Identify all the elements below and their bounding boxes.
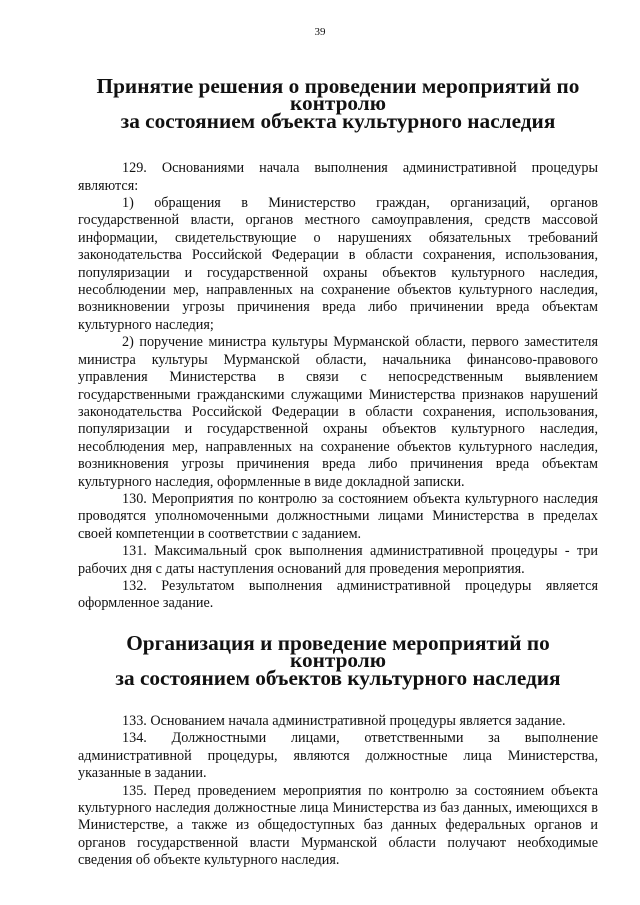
section-heading-line: Принятие решения о проведении мероприятий по контролю [96, 74, 580, 116]
paragraph-133: 133. Основанием начала административной процедуры является задание. [122, 713, 566, 729]
paragraph-129-item-2: 2) поручение министра культуры Мурманской области, первого заместителя министра культуры Мурманской области, начальника финансово-правового управления Министерства в связи с непосредственным выявлением государственными гражданскими служащими Министерства признаков нарушений законодательства Российской Федерации в области сохранения, использования, популяризации и государственной охраны объектов культурного наследия, несоблюдения мер, направленных на сохранение объектов культурного наследия, возникновения угрозы причинения вреда либо причинения вреда объектам культурного наследия, оформленные в виде докладной записки. [78, 334, 598, 490]
section-heading-line: за состоянием объекта культурного наследия [120, 108, 556, 133]
paragraph-131: 131. Максимальный срок выполнения административной процедуры - три рабочих дня с даты наступления оснований для проведения мероприятия. [78, 543, 598, 577]
paragraph-129: 129. Основаниями начала выполнения административной процедуры являются: [78, 160, 598, 194]
section-heading-organization [78, 630, 598, 690]
section-heading-line: Организация и проведение мероприятий по контролю [126, 630, 550, 673]
paragraph-135: 135. Перед проведением мероприятия по контролю за состоянием объекта культурного наследия должностные лица Министерства из баз данных, имеющихся в Министерстве, а также из общедоступных баз данных федеральных органов и органов государственной власти Мурманской области получают необходимые сведения об объекте культурного наследия. [78, 782, 598, 869]
document-body [78, 74, 598, 870]
paragraph-134: 134. Должностными лицами, ответственными за выполнение административной процедуры, являются должностные лица Министерства, указанные в задании. [78, 730, 598, 782]
section-heading-line: за состоянием объектов культурного наследия [115, 665, 561, 690]
page-number: 39 [314, 26, 326, 38]
section-heading-decision [78, 74, 598, 133]
paragraph-130: 130. Мероприятия по контролю за состоянием объекта культурного наследия проводятся уполномоченными должностными лицами Министерства в пределах своей компетенции в соответствии с заданием. [78, 490, 598, 542]
paragraph-132: 132. Результатом выполнения административной процедуры является оформленное задание. [78, 577, 598, 612]
paragraph-129-item-1: 1) обращения в Министерство граждан, организаций, органов государственной власти, органов местного самоуправления, средств массовой информации, свидетельствующие о нарушениях обязательных требований законодательства Российской Федерации в области сохранения, использования, популяризации и государственной охраны объектов культурного наследия, несоблюдении мер, направленных на сохранение объектов культурного наследия, возникновении угрозы причинения вреда либо причинении вреда объектам культурного наследия; [78, 195, 598, 333]
